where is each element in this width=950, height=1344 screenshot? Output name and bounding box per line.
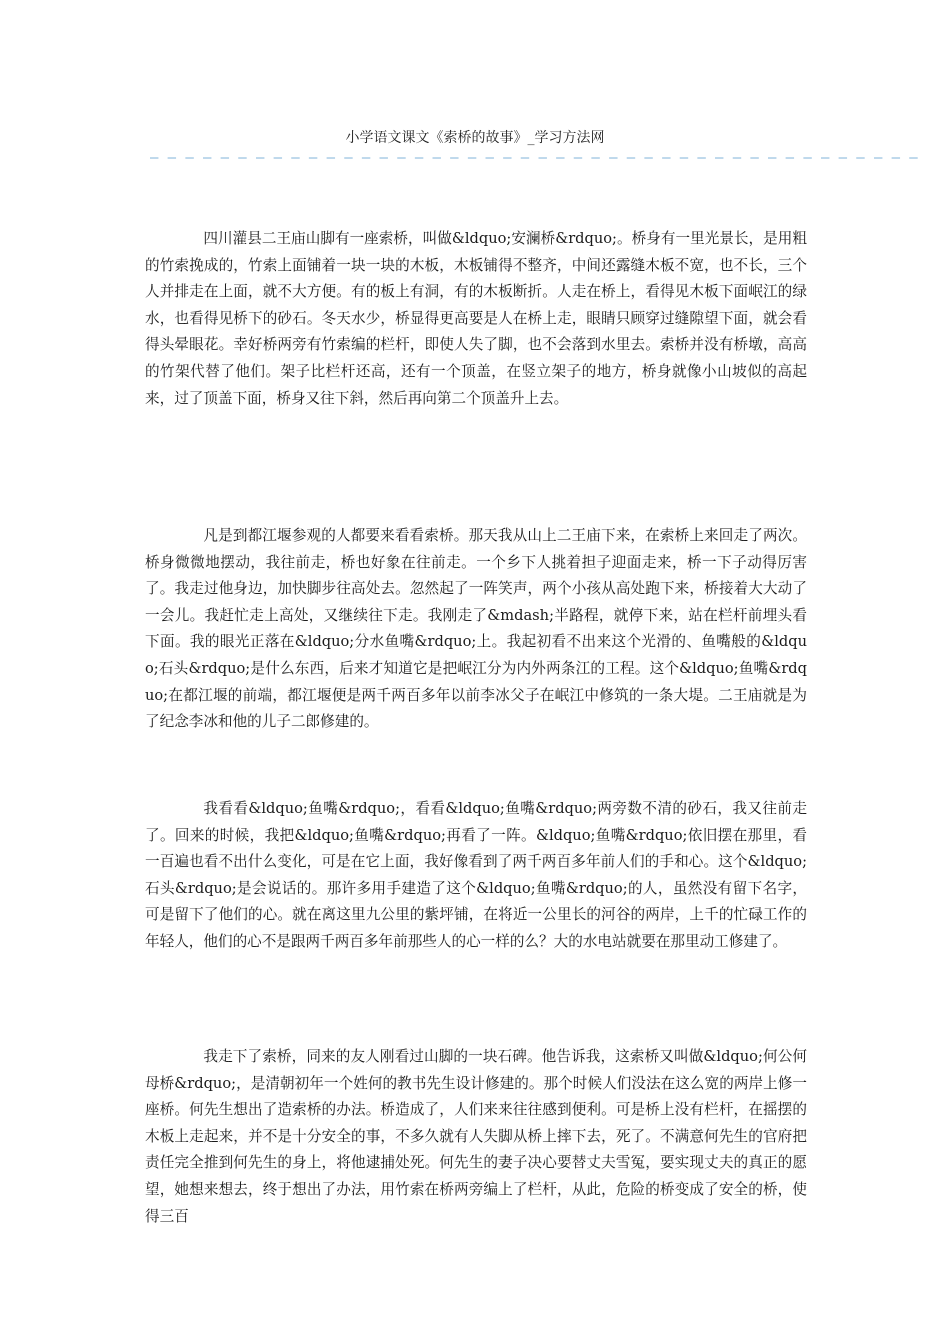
paragraph-4: 我走下了索桥，同来的友人刚看过山脚的一块石碑。他告诉我，这索桥又叫做&ldquo;何公何母桥&rdquo;，是清朝初年一个姓何的教书先生设计修建的。那个时候人们没法在这么宽的两岸上修一座桥。何先生想出了造索桥的办法。桥造成了，人们来来往往感到便利。可是桥上没有栏杆，在摇摆的木板上走起来，并不是十分安全的事，不多久就有人失脚从桥上摔下去，死了。不满意何先生的官府把责任完全推到何先生的身上，将他逮捕处死。何先生的妻子决心要替丈夫雪冤，要实现丈夫的真正的愿望，她想来想去，终于想出了办法，用竹索在桥两旁编上了栏杆，从此，危险的桥变成了安全的桥，使得三百: [145, 1048, 807, 1225]
paragraph-1: 四川灌县二王庙山脚有一座索桥，叫做&ldquo;安澜桥&rdquo;。桥身有一里光景长，是用粗的竹索挽成的，竹索上面铺着一块一块的木板，木板铺得不整齐，中间还露缝木板不宽，也不长，三个人并排走在上面，就不大方便。有的板上有洞，有的木板断折。人走在桥上，看得见木板下面岷江的绿水，也看得见桥下的砂石。冬天水少，桥显得更高要是人在桥上走，眼睛只顾穿过缝隙望下面，就会看得头晕眼花。幸好桥两旁有竹索编的栏杆，即使人失了脚，也不会落到水里去。索桥并没有桥墩，高高的竹架代替了他们。架子比栏杆还高，还有一个顶盖，在竖立架子的地方，桥身就像小山坡似的高起来，过了顶盖下面，桥身又往下斜，然后再向第二个顶盖升上去。: [145, 230, 807, 407]
document-title: 小学语文课文《索桥的故事》_学习方法网: [345, 130, 605, 146]
title-divider: — — — — — — — — — — — — — — — — — — — — — — — — — — — — — — — — — — — — — — — — — — — —: [150, 150, 919, 166]
paragraph-2: 凡是到都江堰参观的人都要来看看索桥。那天我从山上二王庙下来，在索桥上来回走了两次。桥身微微地摆动，我往前走，桥也好象在往前走。一个乡下人挑着担子迎面走来，桥一下子动得厉害了。我走过他身边，加快脚步往高处去。忽然起了一阵笑声，两个小孩从高处跑下来，桥接着大大动了一会儿。我赶忙走上高处，又继续往下走。我刚走了&mdash;半路程，就停下来，站在栏杆前埋头看下面。我的眼光正落在&ldquo;分水鱼嘴&rdquo;上。我起初看不出来这个光滑的、鱼嘴般的&ldquo;石头&rdquo;是什么东西，后来才知道它是把岷江分为内外两条江的工程。这个&ldquo;鱼嘴&rdquo;在都江堰的前端，都江堰便是两千两百多年以前李冰父子在岷江中修筑的一条大堤。二王庙就是为了纪念李冰和他的儿子二郎修建的。: [145, 527, 807, 731]
paragraph-3: 我看看&ldquo;鱼嘴&rdquo;，看看&ldquo;鱼嘴&rdquo;两旁数不清的砂石，我又往前走了。回来的时候，我把&ldquo;鱼嘴&rdquo;再看了一阵。&ldquo;鱼嘴&rdquo;依旧摆在那里，看一百遍也看不出什么变化，可是在它上面，我好像看到了两千两百多年前人们的手和心。这个&ldquo;石头&rdquo;是会说话的。那许多用手建造了这个&ldquo;鱼嘴&rdquo;的人，虽然没有留下名字，可是留下了他们的心。就在离这里九公里的紫坪铺，在将近一公里长的河谷的两岸，上千的忙碌工作的年轻人，他们的心不是跟两千两百多年前那些人的心一样的么？大的水电站就要在那里动工修建了。: [145, 800, 807, 950]
